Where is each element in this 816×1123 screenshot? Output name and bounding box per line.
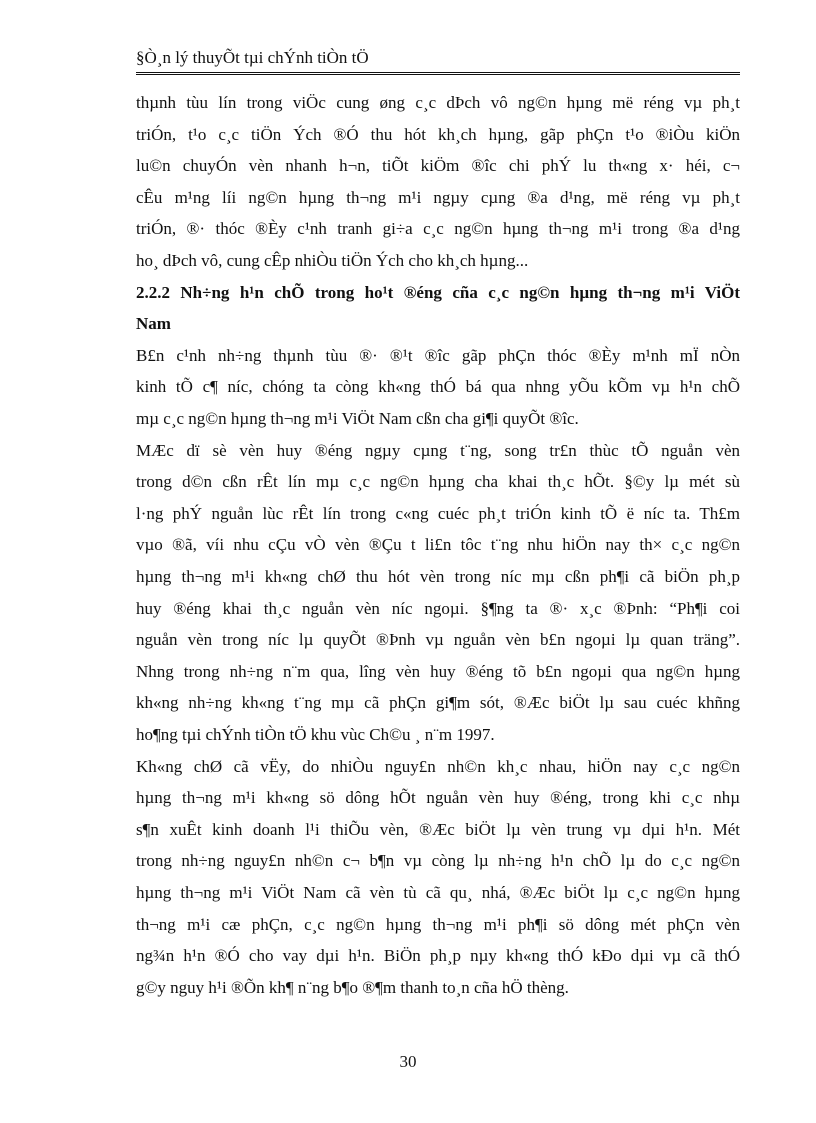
paragraph-line: trong nh÷ng nguy£n nh©n c¬ b¶n vµ còng lµ nh÷ng h¹n chÕ lµ do c¸c ng©n [136,851,740,871]
section-heading-line: 2.2.2 Nh÷ng h¹n chÕ trong ho¹t ®éng cña c¸c ng©n hµng th¬ng m¹i ViÖt [136,282,740,302]
paragraph-line: Kh«ng chØ cã vËy, do nhiÒu nguy£n nh©n kh¸c nhau, hiÖn nay c¸c ng©n [136,756,740,776]
paragraph-line: ho¸ dÞch vô, cung cÊp nhiÒu tiÖn Ých cho kh¸ch hµng... [136,251,529,270]
paragraph-line: lu©n chuyÓn vèn nhanh h¬n, tiÕt kiÖm ®îc chi phÝ lu th«ng x· héi, c¬ [136,156,740,176]
paragraph-line: triÓn, ®· thóc ®Èy c¹nh tranh gi÷a c¸c ng©n hµng th¬ng m¹i trong ®a d¹ng [136,219,740,239]
paragraph-line: cÊu m¹ng líi ng©n hµng th¬ng m¹i ngµy cµng ®a d¹ng, më réng vµ ph¸t [136,187,740,207]
paragraph-line: th¬ng m¹i cæ phÇn, c¸c ng©n hµng th¬ng m¹i ph¶i sö dông mét phÇn vèn [136,914,740,934]
paragraph-line: Nhng trong nh÷ng n¨m qua, lîng vèn huy ®éng tõ b£n ngoµi qua ng©n hµng [136,661,740,681]
paragraph-line: ho¶ng tµi chÝnh tiÒn tÖ khu vùc Ch©u ¸ n¨m 1997. [136,725,495,744]
paragraph-line: mµ c¸c ng©n hµng th¬ng m¹i ViÖt Nam cßn cha gi¶i quyÕt ®îc. [136,409,579,428]
paragraph-line: trong d©n cßn rÊt lín mµ c¸c ng©n hµng cha khai th¸c hÕt. §©y lµ mét sù [136,472,740,492]
paragraph-line: thµnh tùu lín trong viÖc cung øng c¸c dÞch vô ng©n hµng më réng vµ ph¸t [136,93,740,112]
paragraph-line: triÓn, t¹o c¸c tiÖn Ých ®Ó thu hót kh¸ch hµng, gãp phÇn t¹o ®iÒu kiÖn [136,124,740,144]
paragraph-line: g©y nguy h¹i ®Õn kh¶ n¨ng b¶o ®¶m thanh to¸n cña hÖ thèng. [136,977,569,997]
page-number: 30 [399,1052,417,1071]
paragraph-line: hµng th¬ng m¹i kh«ng chØ thu hót vèn trong níc mµ cßn ph¶i cã biÖn ph¸p [136,567,740,586]
paragraph-line: B£n c¹nh nh÷ng thµnh tùu ®· ®¹t ®îc gãp phÇn thóc ®Èy m¹nh mÏ nÒn [136,345,740,365]
paragraph-line: ng¾n h¹n ®Ó cho vay dµi h¹n. BiÖn ph¸p nµy kh«ng thÓ kÐo dµi vµ cã thÓ [136,946,740,966]
paragraph-line: kh«ng nh÷ng kh«ng t¨ng mµ cã phÇn gi¶m sót, ®Æc biÖt lµ sau cuéc khñng [136,693,740,713]
paragraph-line: s¶n xuÊt kinh doanh l¹i thiÕu vèn, ®Æc biÖt lµ vèn trung vµ dµi h¹n. Mét [136,819,740,839]
paragraph-line: vµo ®ã, víi nhu cÇu vÒ vèn ®Çu t li£n tôc t¨ng nhu hiÖn nay th× c¸c ng©n [136,535,740,555]
running-header: §Ò¸n lý thuyÕt tµi chÝnh tiÒn tÖ [136,44,740,75]
paragraph-line: huy ®éng khai th¸c nguån vèn níc ngoµi. §¶ng ta ®· x¸c ®Þnh: “Ph¶i coi [136,598,740,618]
paragraph-line: hµng th¬ng m¹i kh«ng sö dông hÕt nguån vèn huy ®éng, trong khi c¸c nhµ [136,788,740,808]
paragraph-line: nguån vèn trong níc lµ quyÕt ®Þnh vµ nguån vèn b£n ngoµi lµ quan träng”. [136,630,740,650]
paragraph-line: hµng th¬ng m¹i ViÖt Nam cã vèn tù cã qu¸ nhá, ®Æc biÖt lµ c¸c ng©n hµng [136,883,740,902]
section-heading-line: Nam [136,314,171,334]
paragraph-line: kinh tÕ c¶ níc, chóng ta còng kh«ng thÓ bá qua nhng yÕu kÕm vµ h¹n chÕ [136,377,740,397]
paragraph-line: MÆc dï sè vèn huy ®éng ngµy cµng t¨ng, song tr£n thùc tÕ nguån vèn [136,440,740,460]
paragraph-line: l·ng phÝ nguån lùc rÊt lín trong c«ng cuéc ph¸t triÓn kinh tÕ ë níc ta. Th£m [136,503,740,523]
